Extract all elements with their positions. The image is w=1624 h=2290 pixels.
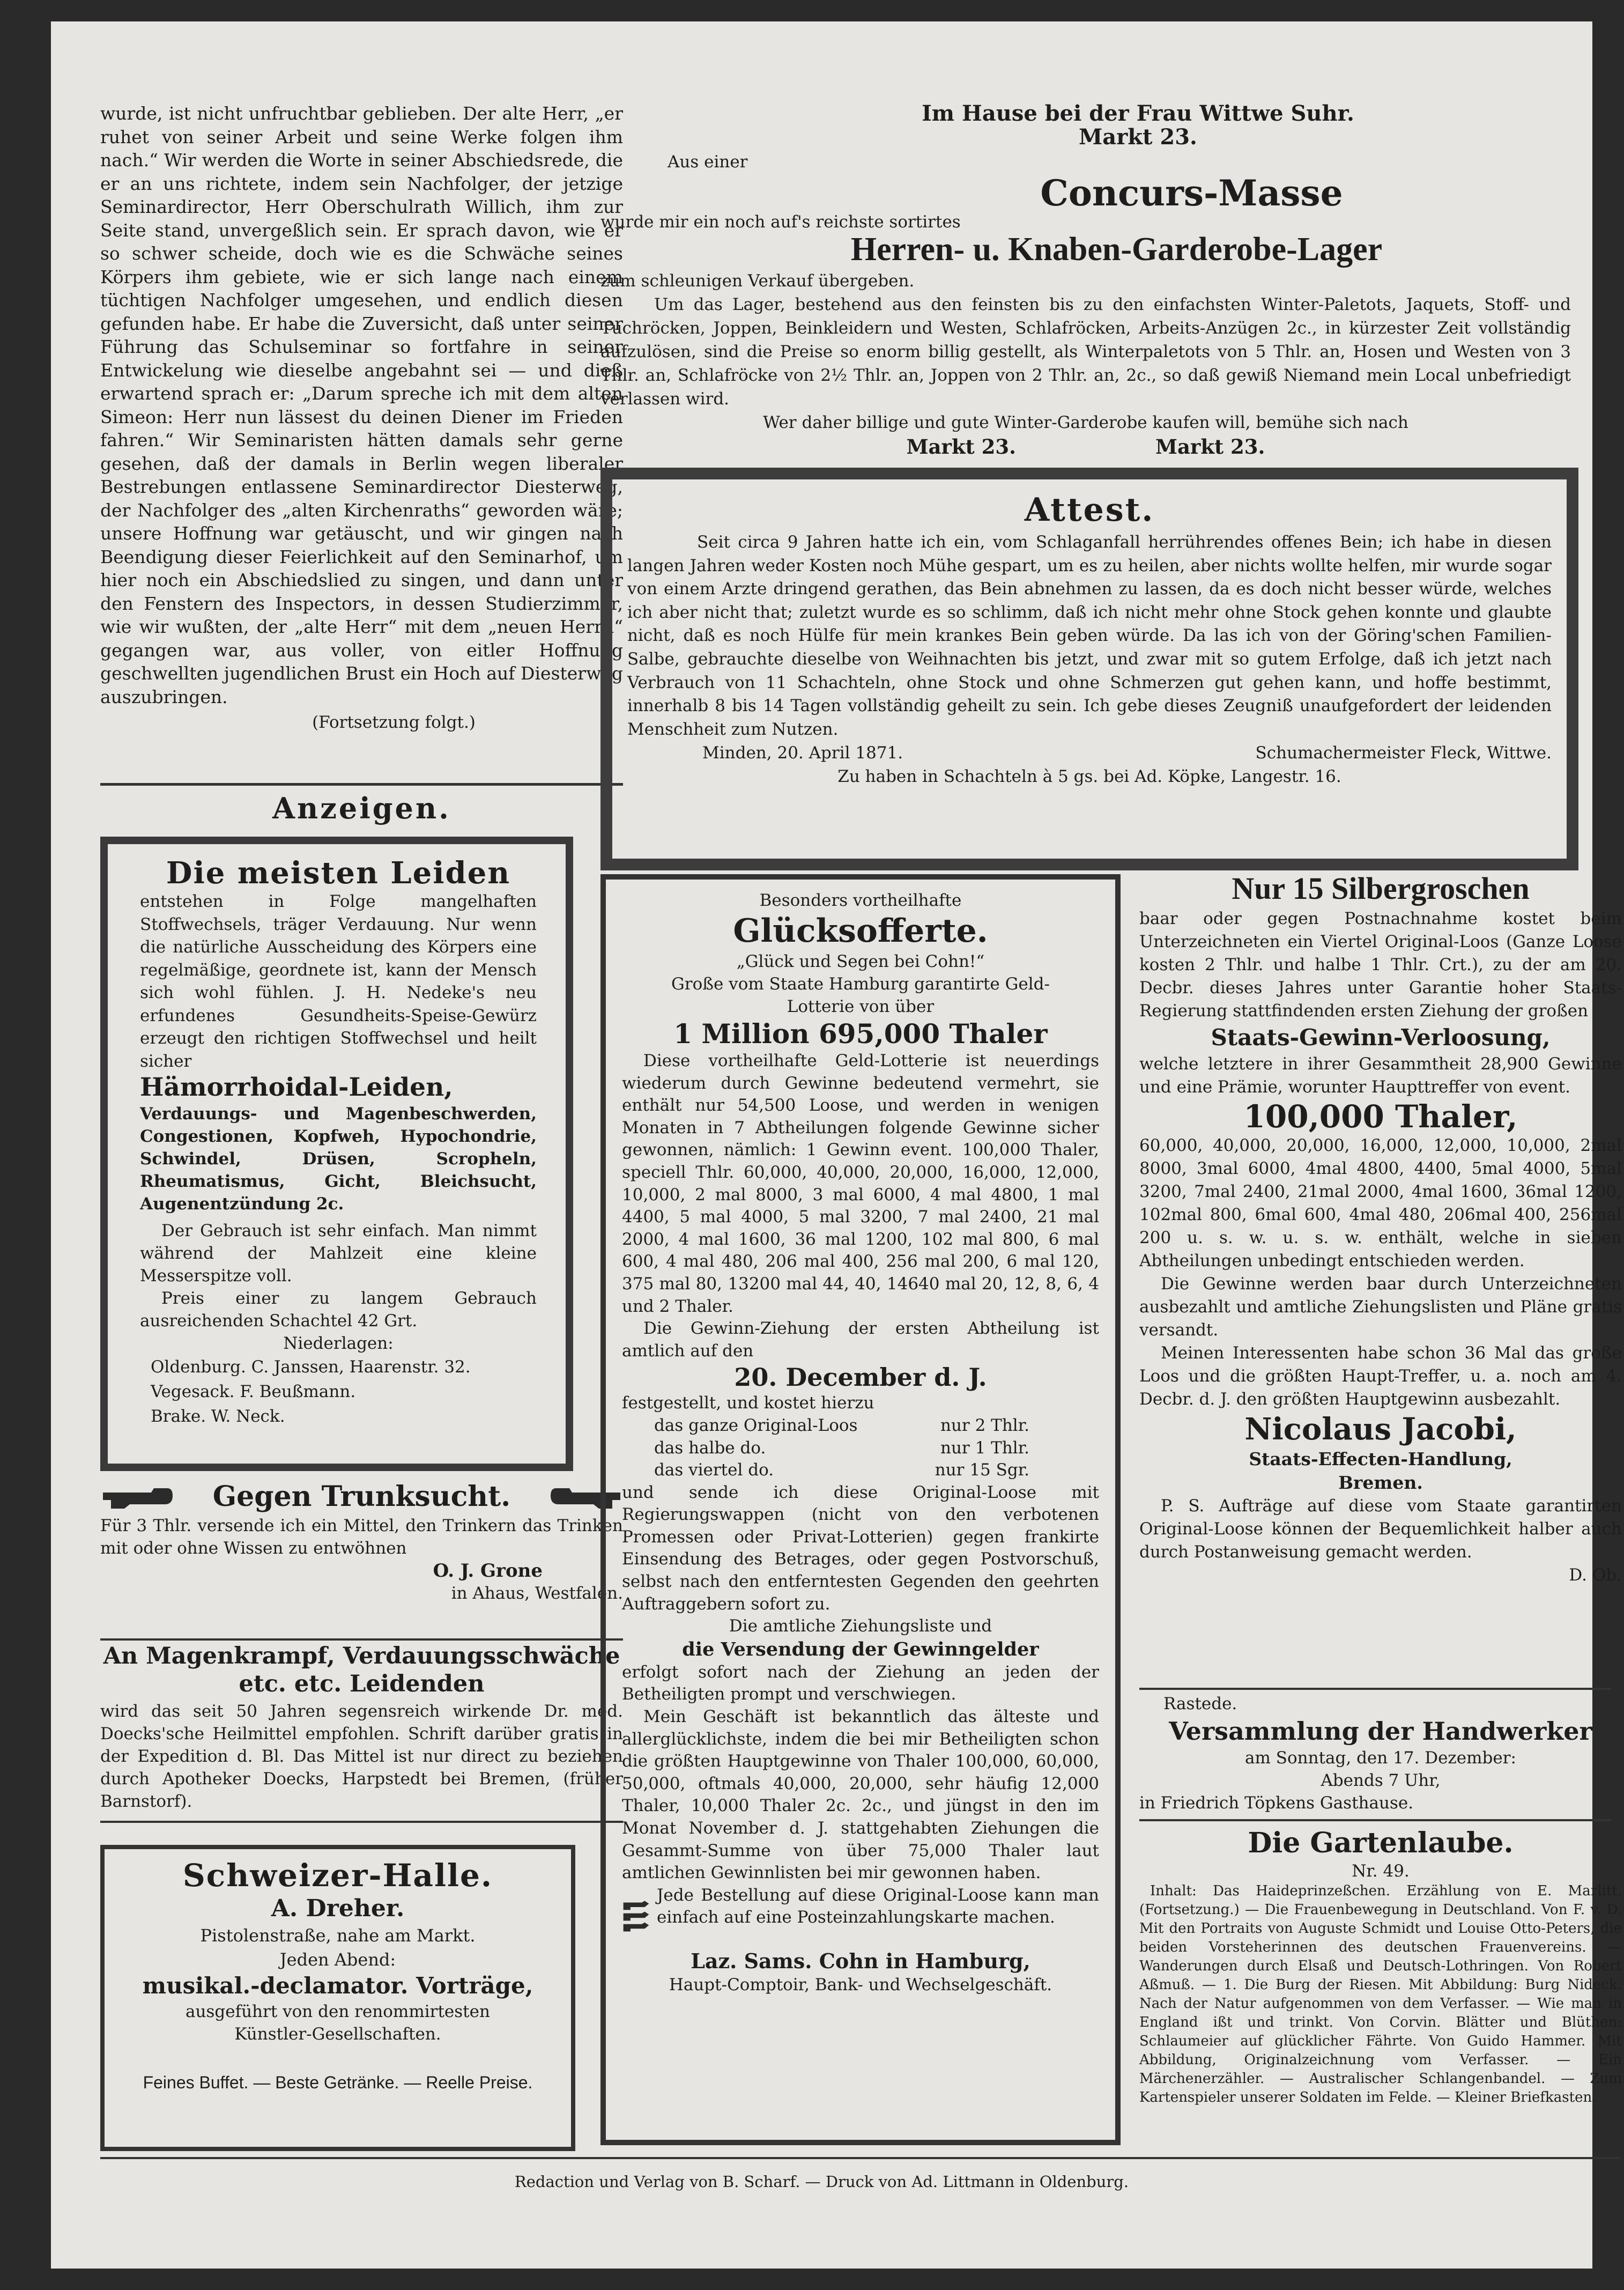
ad-headline: Herren- u. Knaben-Garderobe-Lager <box>850 231 1383 268</box>
divider <box>100 1821 623 1823</box>
ad-amount: 1 Million 695,000 Thaler <box>673 1018 1048 1050</box>
anzeigen-heading: Anzeigen. <box>272 791 451 825</box>
divider <box>1139 1819 1611 1821</box>
ad-silbergroschen: Nur 15 Silbergroschen baar oder gegen Postnachnahme kostet beim Unterzeichneten ein Viertel Original-Loos (Ganze Loose kosten 2 Thlr. und halbe 1 Thlr. Crt.), zu der am 20. Decbr. dieses Jahres unter Garantie hoher Staats-Regierung stattfindenden ersten Ziehung der großen Staats-Gewinn-Verloosung, welche letztere in ihrer Gesammtheit 28,900 Gewinne und eine Prämie, worunter Haupttreffer von event. 100,000 Thaler, 60,000, 40,000, 20,000, 16,000, 12,000, 10,000, 2mal 8000, 3mal 6000, 4mal 4800, 4400, 5mal 4000, 5mal 3200, 7mal 2400, 21mal 2000, 4mal 1600, 36mal 1200, 102mal 800, 6mal 600, 4mal 480, 206mal 400, 256mal 200 u. s. w. u. s. w. enthält, welche in sieben Abtheilungen unbedingt entschieden werden. Die Gewinne werden baar durch Unterzeichneten ausbezahlt und amtliche Ziehungslisten und Pläne gratis versandt. Meinen Interessenten habe schon 36 Mal das große Loos und die größten Haupt-Treffer, u. a. noch am 4. Decbr. d. J. den größten Hauptgewinn ausbezahlt. Nicolaus Jacobi, Staats-Effecten-Handlung, Bremen. P. S. Aufträge auf diese vom Staate garantirten Original-Loose können der Bequemlichkeit halber auch durch Postanweisung gemacht werden. D. Ob. <box>1139 871 1622 1585</box>
ad-title: Schweizer-Halle. <box>182 1857 493 1894</box>
dealer-line: Brake. W. Neck. <box>151 1407 285 1426</box>
divider <box>1139 1688 1611 1690</box>
price-table: das ganze Original-Loos nur 2 Thlr. das halbe do. nur 1 Thlr. das viertel do. nur 15 Sgr. <box>654 1415 1029 1480</box>
divider <box>100 1638 623 1641</box>
ad-title: Nur 15 Silbergroschen <box>1232 871 1530 906</box>
ad-title: Gegen Trunksucht. <box>212 1480 511 1513</box>
ad-title: Versammlung der Handwerker <box>1169 1717 1592 1746</box>
ad-leiden: Die meisten Leiden entstehen in Folge mangelhaften Stoffwechsels, träger Verdauung. Nur wenn die natürliche Ausscheidung des Körpers eine regelmäßige, geordnete ist, kann der Mensch sich wohl fühlen. J. H. Nedeke's neu erfundenes Gesundheits-Speise-Gewürz erzeugt den richtigen Stoffwechsel und heilt sicher Hämorrhoidal-Leiden, Verdauungs- und Magenbeschwerden, Congestionen, Kopfweh, Hypochondrie, Schwindel, Drüsen, Scropheln, Rheumatismus, Gicht, Bleichsucht, Augenentzündung 2c. Der Gebrauch ist sehr einfach. Man nimmt während der Mahlzeit eine kleine Messerspitze voll. Preis einer zu langem Gebrauch ausreichenden Schachtel 42 Grt. Niederlagen: Oldenburg. C. Janssen, Haarenstr. 32. Vegesack. F. Beußmann. Brake. W. Neck. <box>100 837 573 1471</box>
ad-firm: Laz. Sams. Cohn in Hamburg, <box>691 1948 1030 1973</box>
ad-gartenlaube: Die Gartenlaube. Nr. 49. Inhalt: Das Haideprinzeßchen. Erzählung von E. Marlitt. (Fortsetzung.) — Die Frauenbewegung in Deutschland. Von F. v. D. Mit den Portraits von Auguste Schmidt und Louise Otto-Peters, die beiden Vorsteherinnen des deutschen Frauenvereins. — Wanderungen durch Elsaß und Deutsch-Lothringen. Von Robert Aßmuß. — 1. Die Burg der Riesen. Mit Abbildung: Burg Nideck. Nach der Natur aufgenommen von dem Verfasser. — Wie man in England ißt und trinkt. Von Corvin. Blätter und Blüthen: Schlaumeier auf glücklicher Fährte. Von Guido Hammer. Mit Abbildung, Originalzeichnung vom Verfasser. — Ein Märchenerzähler. — Australischer Schlangenbandel. — Zum Kartenspieler unserer Soldaten im Felde. — Kleiner Briefkasten. <box>1139 1827 1622 2106</box>
ad-title: Concurs-Masse <box>1040 172 1343 214</box>
divider <box>100 783 623 786</box>
article-continuation <box>100 102 623 734</box>
newspaper-page: wurde, ist nicht unfruchtbar geblieben. Der alte Herr, „er ruhet von seiner Arbeit und seine Werke folgen ihm nach.“ Wir werden die Worte in seiner Abschiedsrede, die er an uns richtete, indem sein Nachfolger, der jetzige Seminardirector, Herr Oberschulrath Willich, ihm zur Seite stand, unvergeßlich sein. Er sprach davon, wie er so schwer scheide, doch wie es die Schwäche seines Körpers ihm gebiete, wie er sich lange nach einem tüchtigen Nachfolger umgesehen, und endlich diesen gefunden habe. Er habe die Zuversicht, daß unter seiner Führung das Schulseminar so fortfahre in seiner Entwickelung wie dieselbe angebahnt sei — und dieß erwartend sprach er: „Darum spreche ich mit dem alten Simeon: Herr nun lässest du deinen Diener im Frieden fahren.“ Wir Seminaristen hätten damals sehr gerne gesehen, daß der damals in Berlin wegen liberaler Bestrebungen entlassene Seminardirector Diesterweg, der Nachfolger des „alten Kirchenraths“ geworden wäre; unsere Hoffnung war getäuscht, und wir gingen nach Beendigung dieser Feierlichkeit auf den Seminarhof, um hier noch ein Abschiedslied zu singen, und dann unter den Fenstern des Inspectors, in dessen Studierzimmer, wie wir wußten, der „alte Herr“ mit dem „neuen Herrn“ gegangen war, aus voller, von eitler Hoffnung geschwellten jugendlichen Brust ein Hoch auf Diesterweg auszubringen. (Fortsetzung folgt.) Anzeigen. Die meisten Leiden entstehen in Folge mangelhaften Stoffwechsels, träger Verdauung. Nur wenn die natürliche Ausscheidung des Körpers eine regelmäßige, geordnete ist, kann der Mensch sich wohl fühlen. J. H. Nedeke's neu erfundenes Gesundheits-Speise-Gewürz erzeugt den richtigen Stoffwechsel und heilt sicher Hämorrhoidal-Leiden, Verdauungs- und Magenbeschwerden, Congestionen, Kopfweh, Hypochondrie, Schwindel, Drüsen, Scropheln, Rheumatismus, Gicht, Bleichsucht, Augenentzündung 2c. Der Gebrauch ist sehr einfach. Man nimmt während der Mahlzeit eine kleine Messerspitze voll. Preis einer zu langem Gebrauch ausreichenden Schachtel 42 Grt. Niederlagen: Oldenburg. C. Janssen, Haarenstr. 32. Vegesack. F. Beußmann. Brake. W. Neck. Gegen Trunksucht. Für 3 Thlr. versende ich ein Mittel, den Trinkern das Trinken mit oder ohne Wissen zu entwöhnen O. J. Grone in Ahaus, Westfalen. An Magenkrampf, Verdauungsschwäche etc. etc. Leidenden wird das seit 50 Jahren segensreich wirkende Dr. med. Doecks'sche Heilmittel empfohlen. Schrift darüber gratis in der Expedition d. Bl. Das Mittel ist nur direct zu beziehen durch Apotheker Doecks, Harpstedt bei Bremen, (früher Barnstorf). Schweizer-Halle. A. Dreher. Pistolenstraße, nahe am Markt. Jeden Abend: musikal.-declamator. Vorträge, ausgeführt von den renommirtesten Künstler-Gesellschaften. Feines Buffet. — Beste Getränke. — Reelle Preise. Im Hause bei der Frau Wittwe Suhr. Markt 23. Aus einer Concurs-Masse wurde mir ein noch auf's reichste sortirtes Herren- u. Knaben-Garderobe-Lager zum schleunigen Verkauf übergeben. Um das Lager, bestehend aus den feinsten bis zu den einfachsten Winter-Paletots, Jaquets, Stoff- und Tuchröcken, Joppen, Beinkleidern und Westen, Schlafröcken, Arbeits-Anzügen 2c., in kürzester Zeit vollständig aufzulösen, sind die Preise so enorm billig gestellt, als Winterpaletots von 5 Thlr. an, Hosen und Westen von 3 Thlr. an, Schlafröcke von 2½ Thlr. an, Joppen von 2 Thlr. an, 2c., so daß gewiß Niemand mein Local unbefriedigt verlassen wird. Wer daher billige und gute Winter-Garderobe kaufen will, bemühe sich nach Markt 23. Markt 23. Attest. Seit circa 9 Jahren hatte ich ein, vom Schlaganfall herrührendes offenes Bein; ich habe in diesen langen Jahren weder Kosten noch Mühe gespart, um es zu heilen, aber nichts wollte helfen, mir wurde sogar von einem Arzte dringend gerathen, das Bein abnehmen zu lassen, da es doch nicht besser würde, welches ich aber nicht that; zuletzt wurde es so schlimm, daß ich nicht mehr ohne Stock gehen konnte und glaubte nicht, daß es noch Hülfe für mein krankes Bein geben würde. Da las ich von der Göring'schen Familien-Salbe, gebrauchte dieselbe von Weihnachten bis jetzt, und zwar mit so gutem Erfolge, daß ich jetzt nach Verbrauch von 11 Schachteln, ohne Stock und ohne Schmerzen gut gehen kann, und hoffe bestimmt, innerhalb 8 bis 14 Tagen vollständig geheilt zu sein. Ich gebe dieses Zeugniß unaufgefordert der leidenden Menschheit zum Nutzen. Minden, 20. April 1871. Schumachermeister Fleck, Wittwe. Zu haben in Schachteln à 5 gs. bei Ad. Köpke, Langestr. 16. Besonders vortheilhafte Glücksofferte. „Glück und Segen bei Cohn!“ Große vom Staate Hamburg garantirte Geld-Lotterie von über 1 Million 695,000 Thaler Diese vortheilhafte Geld-Lotterie ist neuerdings wiederum durch Gewinne bedeutend vermehrt, sie enthält nur 54,500 Loose, und werden in wenigen Monaten in 7 Abtheilungen folgende Gewinne sicher gewonnen, nämlich: 1 Gewinn event. 100,000 Thaler, speciell Thlr. 60,000, 40,000, 20,000, 16,000, 12,000, 10,000, 2 mal 8000, 3 mal 6000, 4 mal 4800, 1 mal 4400, 5 mal 4000, 5 mal 3200, 7 mal 2400, 21 mal 2000, 4 mal 1600, 36 mal 1200, 102 mal 800, 6 mal 600, 4 mal 480, 206 mal 400, 256 mal 200, 6 mal 120, 375 mal 80, 13200 mal 44, 40, 14640 mal 20, 12, 8, 6, 4 und 2 Thaler. Die Gewinn-Ziehung der ersten Abtheilung ist amtlich auf den 20. December d. J. festgestellt, und kostet hierzu das ganze Original-Loos nur 2 Thlr. das halbe do. nur 1 Thlr. das viertel do. nur 15 Sgr. und sende ich diese Original-Loose mit Regierungswappen (nicht von den verbotenen Promessen oder Privat-Lotterien) gegen frankirte Einsendung des Betrages, oder gegen Postvorschuß, selbst nach den entferntesten Gegenden den geehrten Auftraggebern sofort zu. Die amtliche Ziehungsliste und die Versendung der Gewinngelder erfolgt sofort nach der Ziehung an jeden der Betheiligten prompt und verschwiegen. Mein Geschäft ist bekanntlich das älteste und allerglücklichste, indem die bei mir Betheiligten schon die größten Hauptgewinne von Thaler 100,000, 60,000, 50,000, oftmals 40,000, 20,000, sehr häufig 12,000 Thaler, 10,000 Thaler 2c. 2c., und jüngst in den im Monat November d. J. stattgehabten Ziehungen die Gesammt-Summe von über 75,000 Thaler laut amtlichen Gewinnlisten bei mir gewonnen haben. Jede Bestellung auf diese Original-Loose kann man einfach auf eine Posteinzahlungskarte machen. Laz. Sams. Cohn in Hamburg, Haupt-Comptoir, Bank- und Wechselgeschäft. Nur 15 Silbergroschen baar oder gegen Postnachnahme kostet beim Unterzeichneten ein Viertel Original-Loos (Ganze Loose kosten 2 Thlr. und halbe 1 Thlr. Crt.), zu der am 20. Decbr. dieses Jahres unter Garantie hoher Staats-Regierung stattfindenden ersten Ziehung der großen Staats-Gewinn-Verloosung, welche letztere in ihrer Gesammtheit 28,900 Gewinne und eine Prämie, worunter Haupttreffer von event. 100,000 Thaler, 60,000, 40,000, 20,000, 16,000, 12,000, 10,000, 2mal 8000, 3mal 6000, 4mal 4800, 4400, 5mal 4000, 5mal 3200, 7mal 2400, 21mal 2000, 4mal 1600, 36mal 1200, 102mal 800, 6mal 600, 4mal 480, 206mal 400, 256mal 200 u. s. w. u. s. w. enthält, welche in sieben Abtheilungen unbedingt entschieden werden. Die Gewinne werden baar durch Unterzeichneten ausbezahlt und amtliche Ziehungslisten und Pläne gratis versandt. Meinen Interessenten habe schon 36 Mal das große Loos und die größten Haupt-Treffer, u. a. noch am 4. Decbr. d. J. den größten Hauptgewinn ausbezahlt. Nicolaus Jacobi, Staats-Effecten-Handlung, Bremen. P. S. Aufträge auf diese vom Staate garantirten Original-Loose können der Bequemlichkeit halber auch durch Postanweisung gemacht werden. D. Ob. Rastede. Versammlung der Handwerker am Sonntag, den 17. Dezember: Abends 7 Uhr, in Friedrich Töpkens Gasthause. Die Gartenlaube. Nr. 49. Inhalt: Das Haideprinzeßchen. Erzählung von E. Marlitt. (Fortsetzung.) — Die Frauenbewegung in Deutschland. Von F. v. D. Mit den Portraits von Auguste Schmidt und Louise Otto-Peters, die beiden Vorsteherinnen des deutschen Frauenvereins. — Wanderungen durch Elsaß und Deutsch-Lothringen. Von Robert Aßmuß. — 1. Die Burg der Riesen. Mit Abbildung: Burg Nideck. Nach der Natur aufgenommen von dem Verfasser. — Wie man in England ißt und trinkt. Von Corvin. Blätter und Blüthen: Schlaumeier auf glücklicher Fährte. Von Guido Hammer. Mit Abbildung, Originalzeichnung vom Verfasser. — Ein Märchenerzähler. — Australischer Schlangenbandel. — Zum Kartenspieler unserer Soldaten im Felde. — Kleiner Briefkasten. Redaction und Verlag von B. Scharf. — Druck von Ad. Littmann in Oldenburg. <box>51 21 1592 2269</box>
ad-title: An Magenkrampf, Verdauungsschwäche etc. etc. Leidenden <box>103 1643 620 1697</box>
dealer-line: Oldenburg. C. Janssen, Haarenstr. 32. <box>151 1357 471 1377</box>
dealer-line: Vegesack. F. Beußmann. <box>151 1382 356 1401</box>
ad-magenkrampf: An Magenkrampf, Verdauungsschwäche etc. etc. Leidenden wird das seit 50 Jahren segensreich wirkende Dr. med. Doecks'sche Heilmittel empfohlen. Schrift darüber gratis in der Expedition d. Bl. Das Mittel ist nur direct zu beziehen durch Apotheker Doecks, Harpstedt bei Bremen, (früher Barnstorf). <box>100 1643 623 1811</box>
ad-amount: 100,000 Thaler, <box>1243 1098 1518 1135</box>
ad-trunksucht: Gegen Trunksucht. Für 3 Thlr. versende ich ein Mittel, den Trinkern das Trinken mit oder ohne Wissen zu entwöhnen O. J. Grone in Ahaus, Westfalen. <box>100 1480 623 1603</box>
ad-headline: Hämorrhoidal-Leiden, <box>140 1073 453 1102</box>
ad-gluecksofferte: Besonders vortheilhafte Glücksofferte. „Glück und Segen bei Cohn!“ Große vom Staate Hamburg garantirte Geld-Lotterie von über 1 Million 695,000 Thaler Diese vortheilhafte Geld-Lotterie ist neuerdings wiederum durch Gewinne bedeutend vermehrt, sie enthält nur 54,500 Loose, und werden in wenigen Monaten in 7 Abtheilungen folgende Gewinne sicher gewonnen, nämlich: 1 Gewinn event. 100,000 Thaler, speciell Thlr. 60,000, 40,000, 20,000, 16,000, 12,000, 10,000, 2 mal 8000, 3 mal 6000, 4 mal 4800, 1 mal 4400, 5 mal 4000, 5 mal 3200, 7 mal 2400, 21 mal 2000, 4 mal 1600, 36 mal 1200, 102 mal 800, 6 mal 600, 4 mal 480, 206 mal 400, 256 mal 200, 6 mal 120, 375 mal 80, 13200 mal 44, 40, 14640 mal 20, 12, 8, 6, 4 und 2 Thaler. Die Gewinn-Ziehung der ersten Abtheilung ist amtlich auf den 20. December d. J. festgestellt, und kostet hierzu das ganze Original-Loos nur 2 Thlr. das halbe do. nur 1 Thlr. das viertel do. nur 15 Sgr. und sende ich diese Original-Loose mit Regierungswappen (nicht von den verbotenen Promessen oder Privat-Lotterien) gegen frankirte Einsendung des Betrages, oder gegen Postvorschuß, selbst nach den entferntesten Gegenden den geehrten Auftraggebern sofort zu. Die amtliche Ziehungsliste und die Versendung der Gewinngelder erfolgt sofort nach der Ziehung an jeden der Betheiligten prompt und verschwiegen. Mein Geschäft ist bekanntlich das älteste und allerglücklichste, indem die bei mir Betheiligten schon die größten Hauptgewinne von Thaler 100,000, 60,000, 50,000, oftmals 40,000, 20,000, sehr häufig 12,000 Thaler, 10,000 Thaler 2c. 2c., und jüngst in den im Monat November d. J. stattgehabten Ziehungen die Gesammt-Summe von über 75,000 Thaler laut amtlichen Gewinnlisten bei mir gewonnen haben. Jede Bestellung auf diese Original-Loose kann man einfach auf eine Posteinzahlungskarte machen. Laz. Sams. Cohn in Hamburg, Haupt-Comptoir, Bank- und Wechselgeschäft. <box>600 874 1121 2145</box>
imprint: Redaction und Verlag von B. Scharf. — Druck von Ad. Littmann in Oldenburg. <box>514 2173 1129 2191</box>
ad-handwerker: Rastede. Versammlung der Handwerker am Sonntag, den 17. Dezember: Abends 7 Uhr, in Friedrich Töpkens Gasthause. <box>1139 1692 1622 1814</box>
footer-rule <box>100 2157 1620 2159</box>
ad-title: Die meisten Leiden <box>166 855 511 891</box>
pointing-hand-icon <box>622 1885 650 1949</box>
continued-note: (Fortsetzung folgt.) <box>312 713 476 732</box>
ad-name: Nicolaus Jacobi, <box>1244 1412 1517 1447</box>
ad-schweizer-halle: Schweizer-Halle. A. Dreher. Pistolenstraße, nahe am Markt. Jeden Abend: musikal.-declamator. Vorträge, ausgeführt von den renommirtesten Künstler-Gesellschaften. Feines Buffet. — Beste Getränke. — Reelle Preise. <box>100 1845 575 2151</box>
ad-title: Die Gartenlaube. <box>1248 1827 1514 1859</box>
pointing-hand-icon <box>100 1481 175 1513</box>
ad-concurs: Im Hause bei der Frau Wittwe Suhr. Markt 23. <box>922 101 1354 150</box>
ad-attest: Attest. Seit circa 9 Jahren hatte ich ein, vom Schlaganfall herrührendes offenes Bein; ich habe in diesen langen Jahren weder Kosten noch Mühe gespart, um es zu heilen, aber nichts wollte helfen, mir wurde sogar von einem Arzte dringend gerathen, das Bein abnehmen zu lassen, da es doch nicht besser würde, welches ich aber nicht that; zuletzt wurde es so schlimm, daß ich nicht mehr ohne Stock gehen konnte und glaubte nicht, daß es noch Hülfe für mein krankes Bein geben würde. Da las ich von der Göring'schen Familien-Salbe, gebrauchte dieselbe von Weihnachten bis jetzt, und zwar mit so gutem Erfolge, daß ich jetzt nach Verbrauch von 11 Schachteln, ohne Stock und ohne Schmerzen gut gehen kann, und hoffe bestimmt, innerhalb 8 bis 14 Tagen vollständig geheilt zu sein. Ich gebe dieses Zeugniß unaufgefordert der leidenden Menschheit zum Nutzen. Minden, 20. April 1871. Schumachermeister Fleck, Wittwe. Zu haben in Schachteln à 5 gs. bei Ad. Köpke, Langestr. 16. <box>600 468 1578 870</box>
article-text: wurde, ist nicht unfruchtbar geblieben. Der alte Herr, „er ruhet von seiner Arbeit und seine Werke folgen ihm nach.“ Wir werden die Worte in seiner Abschiedsrede, die er an uns richtete, indem sein Nachfolger, der jetzige Seminardirector, Herr Oberschulrath Willich, ihm zur Seite stand, unvergeßlich sein. Er sprach davon, wie er so schwer scheide, doch wie es die Schwäche seines Körpers ihm gebiete, wie er sich lange nach einem tüchtigen Nachfolger umgesehen, und endlich diesen gefunden habe. Er habe die Zuversicht, daß unter seiner Führung das Schulseminar so fortfahre in seiner Entwickelung wie dieselbe angebahnt sei — und dieß erwartend sprach er: „Darum spreche ich mit dem alten Simeon: Herr nun lässest du deinen Diener im Frieden fahren.“ Wir Seminaristen hätten damals sehr gerne gesehen, daß der damals in Berlin wegen liberaler Bestrebungen entlassene Seminardirector Diesterweg, der Nachfolger des „alten Kirchenraths“ geworden wäre; unsere Hoffnung war getäuscht, und wir gingen nach Beendigung dieser Feierlichkeit auf den Seminarhof, um hier noch ein Abschiedslied zu singen, und dann unter den Fenstern des Inspectors, in dessen Studierzimmer, wie wir wußten, der „alte Herr“ mit dem „neuen Herrn“ gegangen war, aus voller, von eitler Hoffnung geschwellten jugendlichen Brust ein Hoch auf Diesterweg auszubringen. <box>100 103 623 707</box>
ad-title: Glücksofferte. <box>733 912 988 950</box>
ad-title: Attest. <box>1024 491 1155 529</box>
